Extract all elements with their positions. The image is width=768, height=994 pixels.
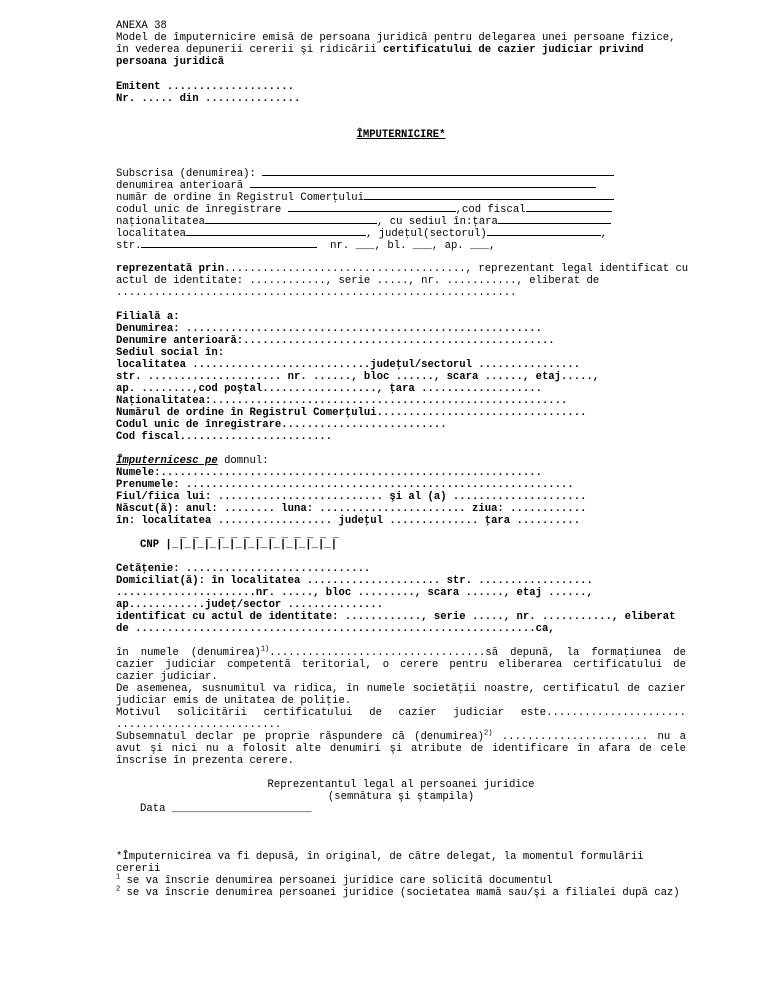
representative-line-2: actul de identitate: ............, serie ....., nr. ..........., eliberat de (116, 275, 600, 287)
declaration-label: Subsemnatul declar pe proprie răspundere că (denumirea) (116, 731, 485, 743)
county-blank (487, 226, 601, 236)
branch-cui: Codul unic de înregistrare.......................... (116, 419, 447, 431)
cnp-boxes: CNP |_|_|_|_|_|_|_|_|_|_|_|_|_| (140, 539, 338, 551)
previous-name-blank (250, 178, 596, 188)
branch-heading: Filială a: (116, 311, 180, 323)
footnote-2-number: 2 (116, 885, 121, 894)
body-reason-continuation: .......................... (116, 719, 282, 731)
delegate-parents: Fiul/fiica lui: .......................... şi al (a) ..................... (116, 491, 587, 503)
street-label: str. (116, 240, 142, 252)
footnote-ref-1: 1) (260, 645, 270, 654)
represented-by-label: reprezentată prin (116, 263, 225, 275)
previous-name-label: denumirea anterioară (116, 180, 250, 192)
header-line-1: Model de împuternicire emisă de persoana juridică pentru delegarea unei persoane fizice, (116, 32, 676, 44)
branch-headquarters: Sediul social în: (116, 347, 225, 359)
branch-apartment: ap. ........,cod poştal.................., ţara ................... (116, 383, 542, 395)
delegate-domicile-apartment: ap............judeţ/sector ............... (116, 599, 384, 611)
body-reason: Motivul solicitării certificatului de cazier judiciar este...................... (116, 707, 686, 719)
delegate-issued-by: de ...............................................................ca, (116, 623, 555, 635)
locality-label: localitatea (116, 228, 186, 240)
emitent-line: Emitent .................... (116, 81, 295, 93)
footnote-1-text: se va înscrie denumirea persoanei juridice care solicită documentul (120, 875, 553, 887)
branch-street: str. ..................... nr. ......, bloc ......, scara ......, etaj....., (116, 371, 600, 383)
empower-label: Împuternicesc pe (116, 455, 218, 467)
body-declaration-1 (116, 731, 686, 743)
delegate-domicile: Domiciliat(ă): în localitatea ..................... str. .................. (116, 575, 593, 587)
cnp-top-lines: _ _ _ _ _ _ _ _ _ _ _ _ _ (180, 529, 339, 541)
county-label: , judeţul(sectorul) (365, 228, 487, 240)
nationality-blank (205, 214, 377, 224)
declaration-rest: ....................... nu a (492, 731, 686, 743)
header-line-3: persoana juridică (116, 56, 225, 68)
cui-blank (288, 202, 456, 212)
annex-number: ANEXA 38 (116, 20, 167, 32)
company-name-label: Subscrisa (denumirea): (116, 168, 263, 180)
body-paragraph-2: cazier judiciar competentă teritorial, o cerere pentru eliberarea certificatului de (116, 659, 686, 671)
branch-registry-number: Numărul de ordine în Registrul Comerţului................................. (116, 407, 587, 419)
representative-line-3: ............................................................... (116, 287, 517, 299)
delegate-birth-place: în: localitatea .................. judeţul .............. ţara .......... (116, 515, 581, 527)
street-numbers: nr. ___, bl. ___, ap. ___, (317, 240, 496, 252)
representative-line-1 (116, 263, 688, 275)
footnote-2-text: se va înscrie denumirea persoanei juridice (societatea mamă sau/şi a filialei după caz) (120, 887, 680, 899)
registry-number-label: număr de ordine în Registrul Comerţului (116, 192, 364, 204)
document-title: ÎMPUTERNICIRE* (356, 129, 446, 141)
locality-comma: , (600, 228, 608, 240)
country-blank (498, 214, 611, 224)
fiscal-code-label: ,cod fiscal (455, 204, 526, 216)
fiscal-code-blank (526, 202, 612, 212)
delegate-identity-document: identificat cu actul de identitate: ............, serie ....., nr. ..........., eliberat (116, 611, 676, 623)
body-declaration-3: înscrise în prezenta cerere. (116, 755, 295, 767)
header-line-2b: certificatului de cazier judiciar privind (383, 44, 644, 56)
cui-label: codul unic de înregistrare (116, 204, 288, 216)
branch-locality: localitatea ............................judeţul/sectorul ................ (116, 359, 581, 371)
signature-title: Reprezentantul legal al persoanei juridice (267, 779, 535, 791)
delegate-first-name: Prenumele: ............................................................. (116, 479, 574, 491)
nr-line: Nr. ..... din ............... (116, 93, 301, 105)
country-label: , cu sediul în:ţara (377, 216, 498, 228)
signature-subtitle: (semnătura şi ştampila) (327, 791, 475, 803)
street-line (116, 238, 495, 252)
registry-number-blank (364, 190, 614, 200)
footnote-ref-2: 2) (484, 729, 493, 738)
header-line-2 (116, 44, 644, 56)
locality-blank (186, 226, 366, 236)
body-paragraph-3: cazier judiciar. (116, 671, 218, 683)
delegate-last-name: Numele:............................................................ (116, 467, 542, 479)
on-behalf-rest: ..................................să depună, la formaţiunea de (269, 647, 686, 659)
body-paragraph-5: judiciar emis de unitatea de poliţie. (116, 695, 352, 707)
signature-date: Data ______________________ (140, 803, 312, 815)
header-line-2a: în vederea depunerii cererii şi ridicării (116, 44, 384, 56)
branch-nationality: Naţionalitatea:........................................................ (116, 395, 568, 407)
delegate-citizenship: Cetăţenie: ............................. (116, 563, 371, 575)
footnote-asterisk: *Împuternicirea va fi depusă, în original, de către delegat, la momentul formulării (116, 851, 644, 863)
nationality-label: naţionalitatea (116, 216, 206, 228)
represented-by-rest: ......................................, reprezentant legal identificat cu (224, 263, 689, 275)
body-paragraph-4: De asemenea, susnumitul va ridica, în numele societăţii noastre, certificatul de cazier (116, 683, 686, 695)
branch-previous-name: Denumire anterioară:................................................. (116, 335, 555, 347)
on-behalf-label: în numele (denumirea) (116, 647, 261, 659)
delegate-heading (116, 455, 269, 467)
company-name-blank (262, 166, 614, 176)
body-paragraph-1 (116, 647, 686, 659)
footnote-1 (116, 875, 553, 887)
footnote-asterisk-cont: cererii (116, 863, 161, 875)
footnote-1-number: 1 (116, 873, 121, 882)
delegate-birth-date: Născut(ă): anul: ........ luna: ....................... ziua: ............ (116, 503, 587, 515)
delegate-domicile-street: ......................nr. ....., bloc ........., scara ......, etaj ......, (116, 587, 593, 599)
footnote-2 (116, 887, 680, 899)
branch-name: Denumirea: ........................................................ (116, 323, 542, 335)
branch-fiscal-code: Cod fiscal........................ (116, 431, 333, 443)
body-declaration-2: avut şi nici nu a folosit alte denumiri şi atribute de identificare în afara de cele (116, 743, 686, 755)
mister-label: domnul: (217, 455, 269, 467)
street-blank (141, 238, 317, 248)
